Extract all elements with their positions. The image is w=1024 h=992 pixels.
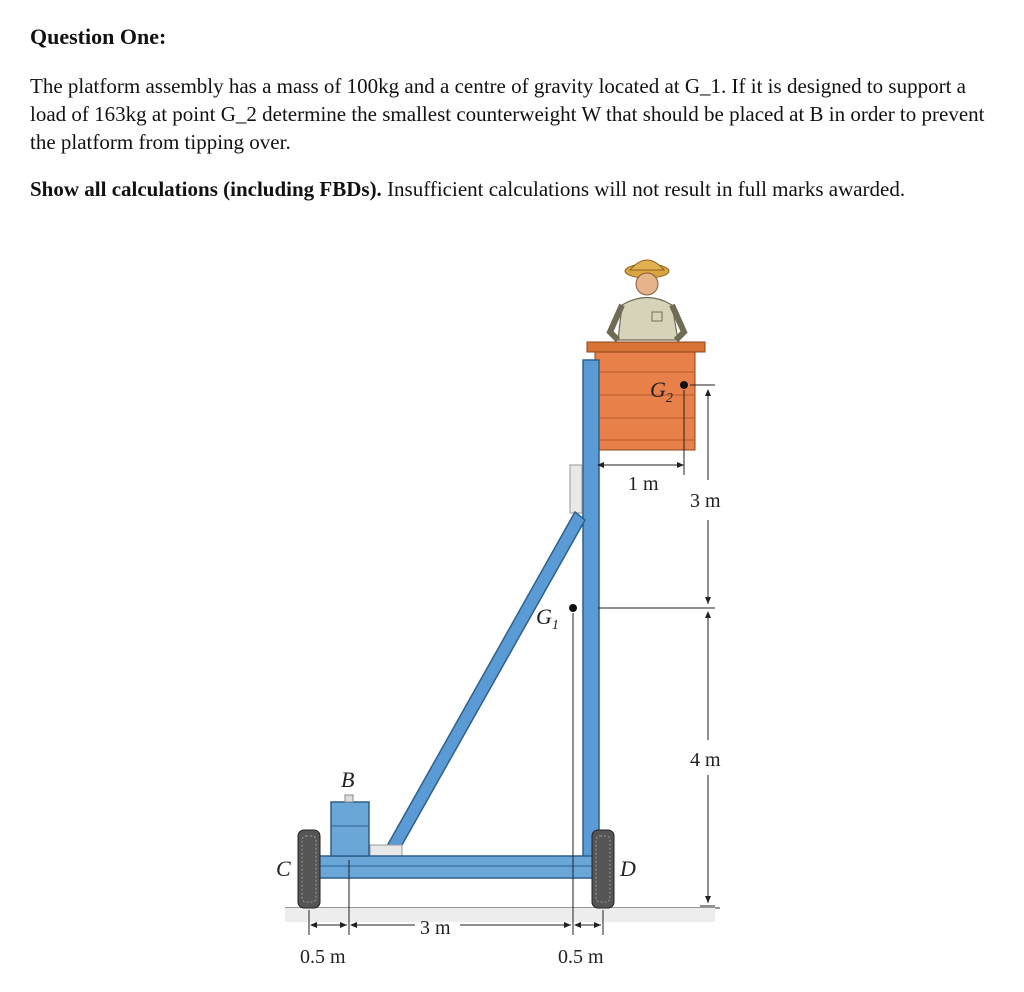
- label-g1: $G_1$: [536, 604, 559, 633]
- wheel-d: [592, 830, 614, 908]
- dim-lower-vertical: 4 m: [690, 749, 721, 771]
- dim-right-wheel-offset: 0.5 m: [558, 946, 604, 968]
- g1-point: [569, 604, 577, 612]
- dim-top-horizontal: 1 m: [628, 473, 659, 495]
- label-b: B: [341, 767, 355, 792]
- g2-point: [680, 381, 688, 389]
- label-c: C: [276, 856, 291, 881]
- dim-left-wheel-offset: 0.5 m: [300, 946, 346, 968]
- platform-bucket: [587, 342, 705, 450]
- wheel-c: [298, 830, 320, 908]
- worker-figure: [610, 260, 684, 340]
- dim-base-span: 3 m: [420, 917, 451, 939]
- instructions-rest: Insufficient calculations will not result in full marks awarded.: [381, 177, 906, 201]
- diagonal-brace: [370, 512, 585, 857]
- ground: [285, 908, 720, 922]
- dim-upper-vertical: 3 m: [690, 490, 721, 512]
- counterweight: [331, 795, 369, 856]
- label-d: D: [620, 856, 636, 881]
- label-g2: $G_2$: [650, 377, 673, 406]
- instructions-bold: Show all calculations (including FBDs).: [30, 177, 382, 201]
- base-beam: [300, 856, 610, 878]
- question-body: The platform assembly has a mass of 100kg and a centre of gravity located at G_1. If it is designed to support a load of 163kg at point G_2 determine the smallest counterweight W that should be placed at B in order to prevent the platform from tipping over.: [30, 74, 985, 154]
- question-title: Question One:: [30, 24, 167, 49]
